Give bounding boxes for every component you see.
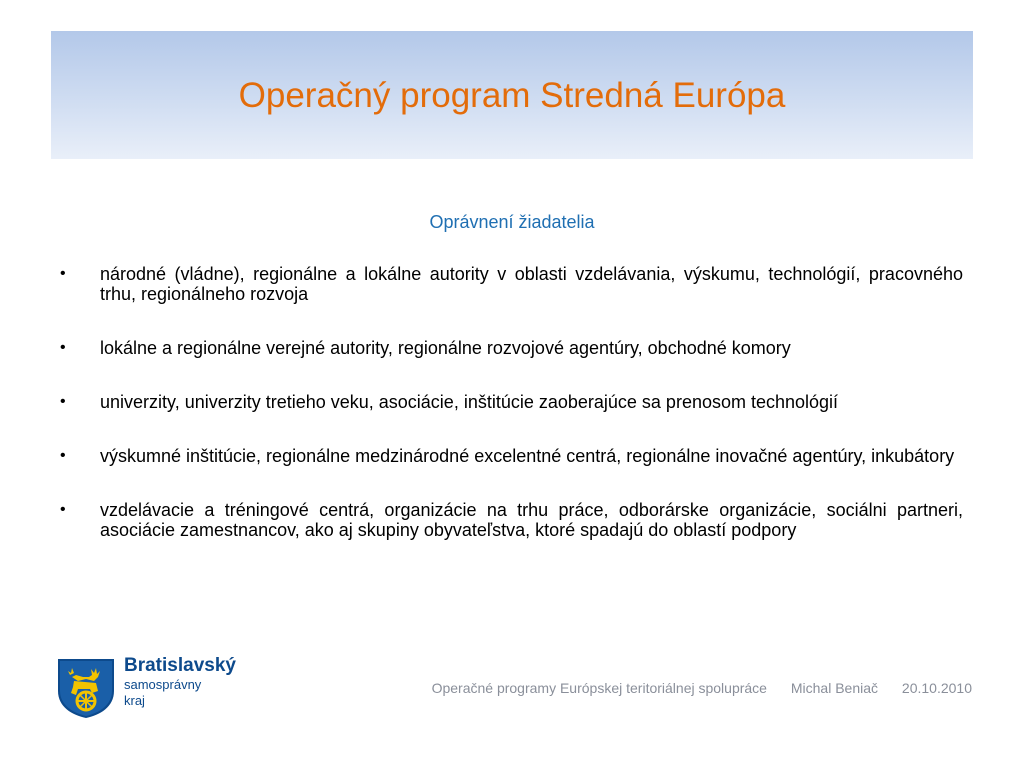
list-item (60, 264, 963, 304)
bullet-icon: • (60, 339, 66, 356)
logo-name: Bratislavský (124, 655, 236, 676)
footer-program: Operačné programy Európskej teritoriálnej spolupráce (431, 680, 767, 696)
bullet-icon: • (60, 393, 66, 410)
list-item-text: univerzity, univerzity tretieho veku, asociácie, inštitúcie zaoberajúce sa prenosom technológií (100, 392, 839, 412)
bullet-icon: • (60, 447, 66, 464)
slide-subtitle: Oprávnení žiadatelia (429, 212, 595, 232)
logo-line2: samosprávny (124, 677, 202, 692)
footer-author: Michal Beniač (790, 680, 879, 696)
logo-text (124, 655, 236, 709)
bullet-icon: • (60, 265, 66, 282)
list-item-text: národné (vládne), regionálne a lokálne autority v oblasti vzdelávania, výskumu, technológií, pracovného trhu, regionálneho rozvoja (100, 264, 963, 304)
footer (432, 679, 972, 697)
region-logo (56, 655, 256, 719)
slide-title: Operačný program Stredná Európa (238, 76, 786, 115)
list-item (60, 338, 963, 358)
list-item-text: lokálne a regionálne verejné autority, regionálne rozvojové agentúry, obchodné komory (100, 338, 791, 358)
logo-line3: kraj (124, 693, 145, 708)
bullet-icon: • (60, 501, 66, 518)
list-item (60, 500, 963, 540)
list-item-text: vzdelávacie a tréningové centrá, organizácie na trhu práce, odborárske organizácie, sociálni partneri, asociácie zamestnancov, ako aj skupiny obyvateľstva, ktoré spadajú do oblastí podpory (100, 500, 963, 540)
list-item (60, 392, 963, 412)
bullet-list (60, 264, 963, 574)
list-item-text: výskumné inštitúcie, regionálne medzinárodné excelentné centrá, regionálne inovačné agentúry, inkubátory (100, 446, 955, 466)
list-item (60, 446, 963, 466)
coat-of-arms-icon (56, 657, 116, 719)
footer-date: 20.10.2010 (901, 680, 972, 696)
